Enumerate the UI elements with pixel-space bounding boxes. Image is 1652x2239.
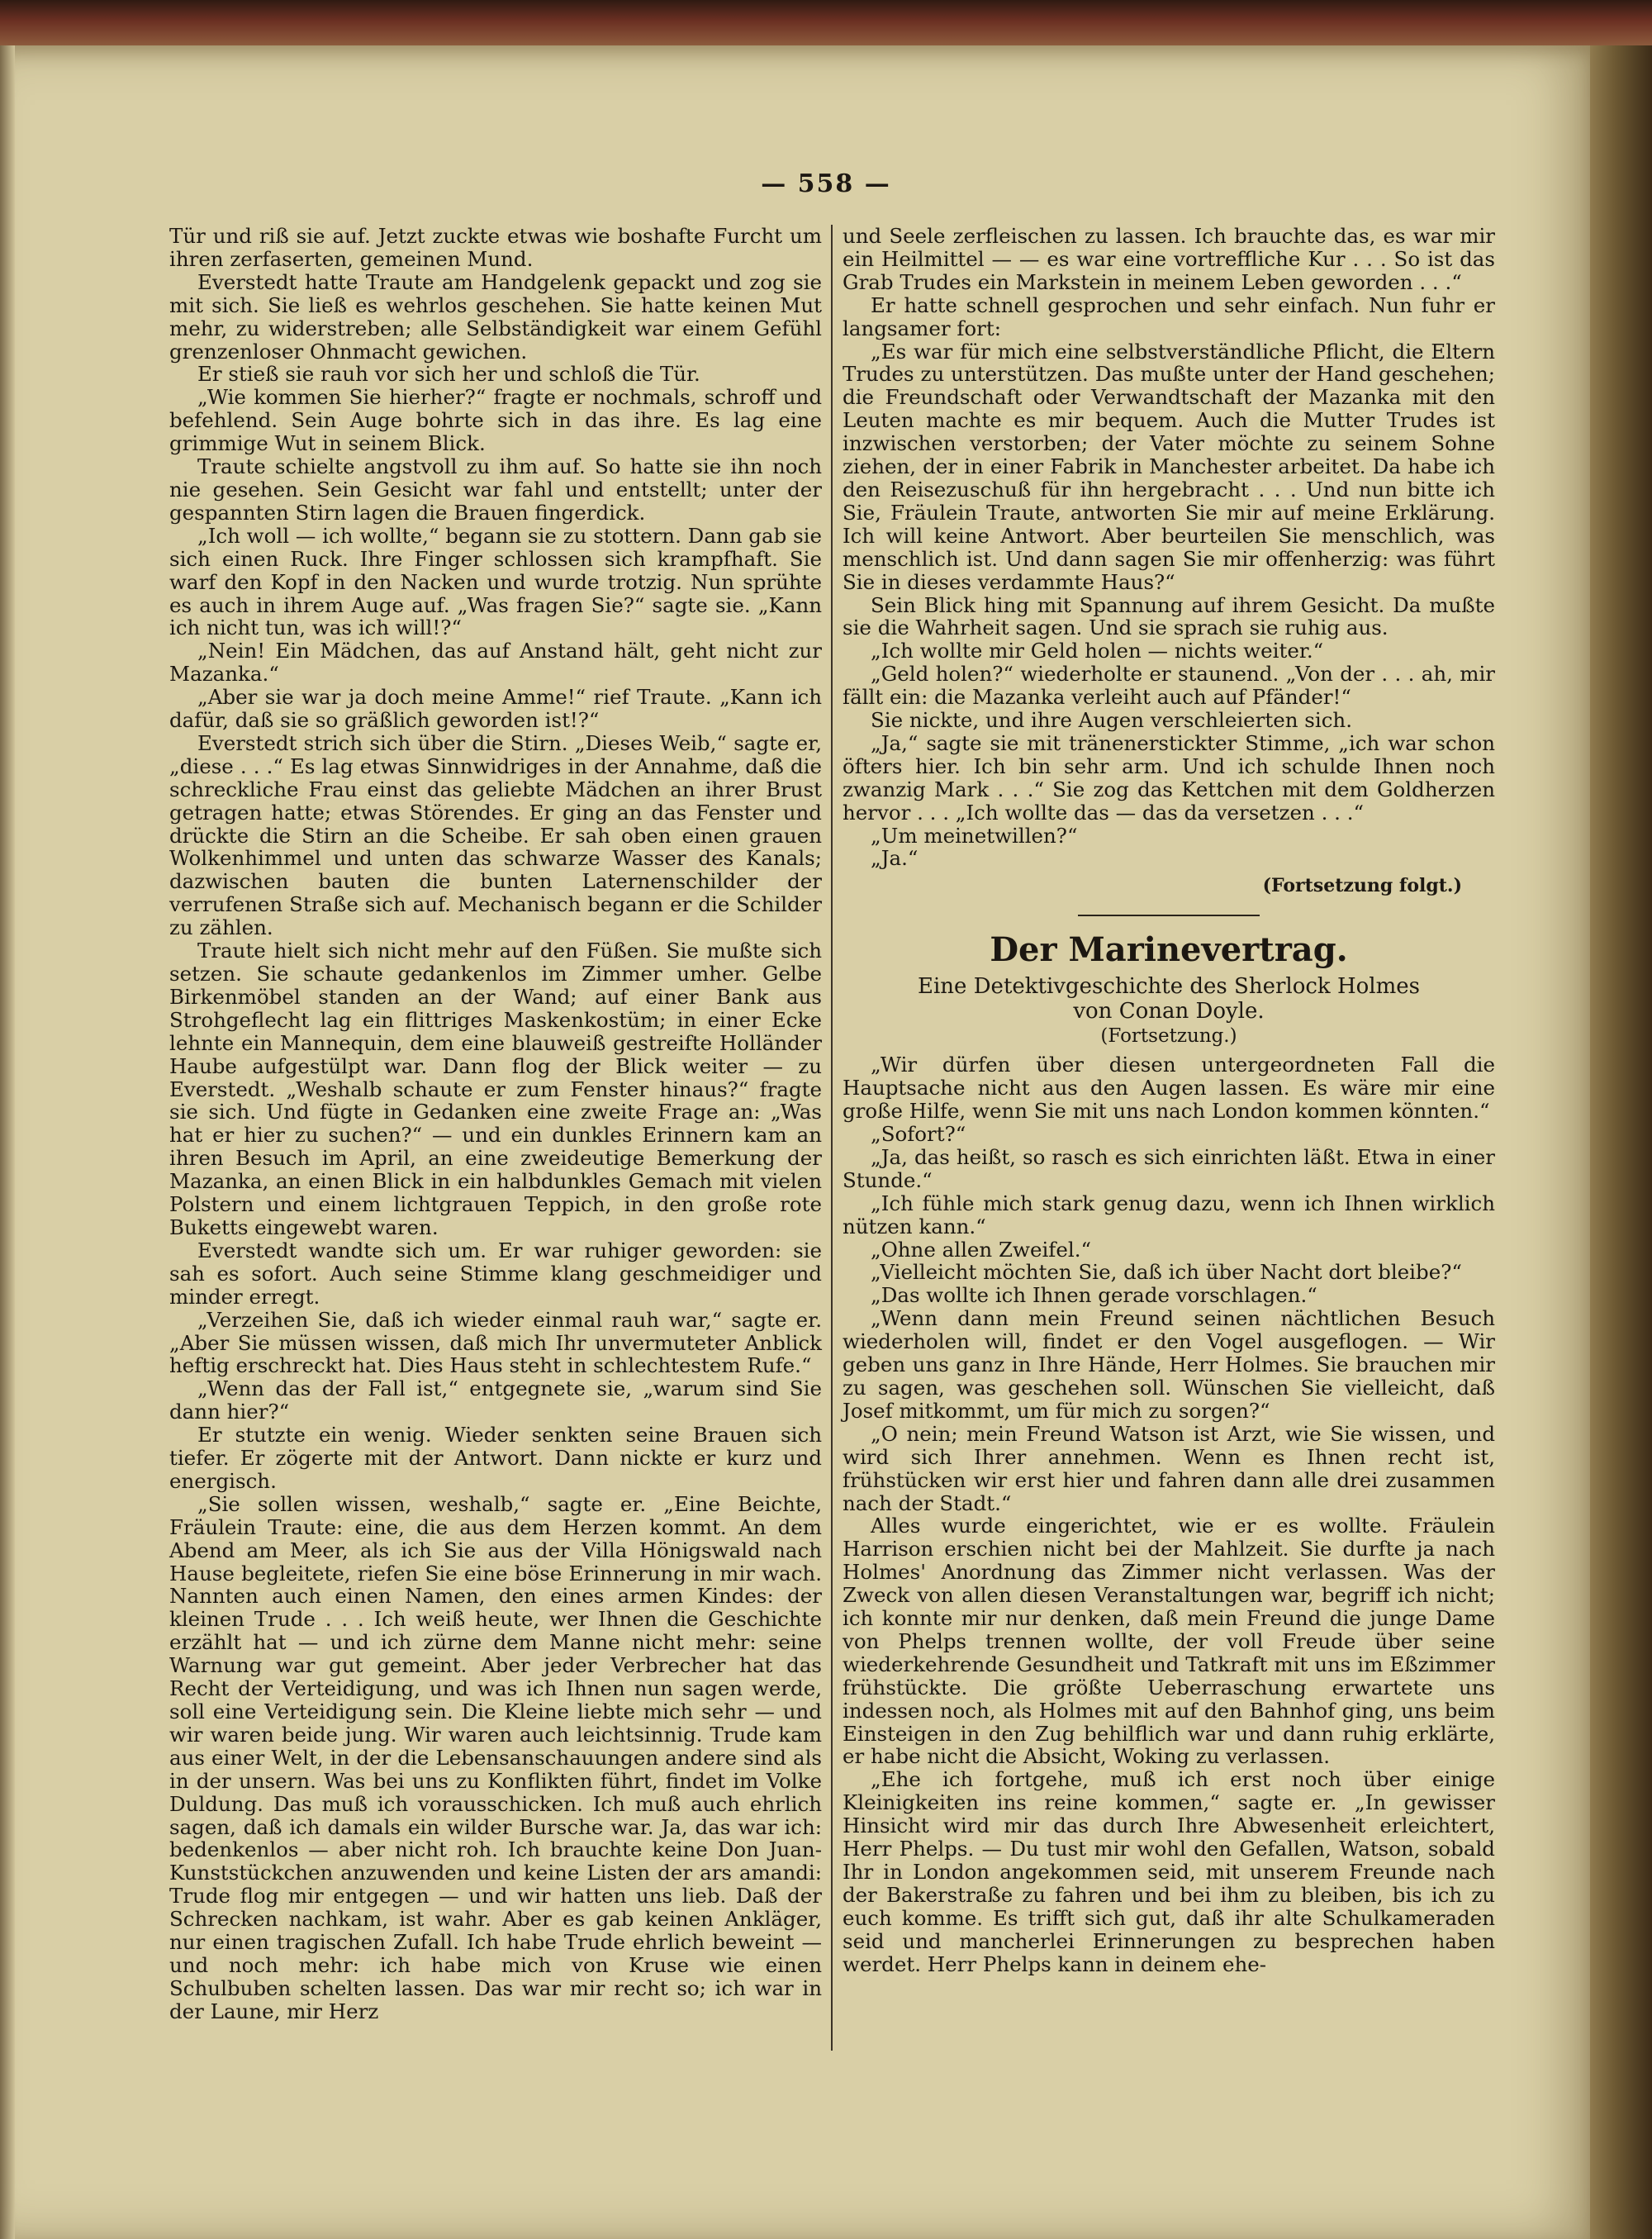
paragraph: Er stieß sie rauh vor sich her und schloß die Tür. [197, 362, 700, 387]
paragraph: „Wenn das der Fall ist,“ entgegnete sie, „warum sind Sie dann hier?“ [169, 1376, 822, 1424]
paragraph: „Vielleicht möchten Sie, daß ich über Nacht dort bleibe?“ [871, 1260, 1462, 1285]
column-divider [831, 225, 833, 2051]
paragraph: Sein Blick hing mit Spannung auf ihrem Gesicht. Da mußte sie die Wahrheit sagen. Und sie sprach sie ruhig aus. [843, 592, 1495, 640]
continuation-note: (Fortsetzung folgt.) [1262, 875, 1462, 897]
paragraph: „Sie sollen wissen, weshalb,“ sagte er. „Eine Beichte, Fräulein Traute: eine, die aus dem Herzen kommt. An dem Abend am Meer, als ich Sie aus der Villa Hönigswald nach Hause begleitete, riefen Sie eine böse Erinnerung in mir wach. Nannten auch einen Namen, den eines armen Kindes: der kleinen Trude . . . Ich weiß heute, wer Ihnen die Geschichte erzählt hat — und ich zürne dem Manne nicht mehr: seine Warnung war gut gemeint. Aber jeder Verbrecher hat das Recht der Verteidigung, und was ich Ihnen nun sagen werde, soll eine Verteidigung sein. Die Kleine liebte mich sehr — und wir waren beide jung. Wir waren auch leichtsinnig. Trude kam aus einer Welt, in der die Lebensanschauungen andere sind als in der unsern. Was bei uns zu Konflikten führt, findet im Volke Duldung. Das muß ich vorausschicken. Ich muß auch ehrlich sagen, daß ich damals ein wilder Bursche war. Ja, das war ich: bedenkenlos — aber nicht roh. Ich brauchte keine Don Juan-Kunststückchen anzuwenden und keine Listen der ars amandi: Trude flog mir entgegen — und wir hatten uns lieb. Daß der Schrecken nachkam, ist wahr. Aber es gab keinen Ankläger, nur einen tragischen Zufall. Ich habe Trude ehrlich beweint — und noch mehr: ich habe mich von Kruse wie einen Schulbuben schelten lassen. Das war mir recht so; ich war in der Laune, mir Herz [169, 1491, 822, 2023]
paragraph: Everstedt hatte Traute am Handgelenk gepackt und zog sie mit sich. Sie ließ es wehrlos geschehen. Sie hatte keinen Mut mehr, zu widerstreben; alle Selbständigkeit war einem Gefühl grenzenloser Ohnmacht gewichen. [169, 269, 822, 364]
story-author: von Conan Doyle. [1073, 999, 1265, 1024]
paragraph: „Nein! Ein Mädchen, das auf Anstand hält, geht nicht zur Mazanka.“ [169, 639, 822, 687]
left-column [169, 225, 822, 2023]
page-number: — 558 — [761, 169, 891, 198]
paragraph: „O nein; mein Freund Watson ist Arzt, wie Sie wissen, und wird sich Ihrer annehmen. Wenn es Ihnen recht ist, frühstücken wir erst hier und fahren dann alle drei zusammen nach der Stadt.“ [843, 1421, 1495, 1515]
paragraph: „Verzeihen Sie, daß ich wieder einmal rauh war,“ sagte er. „Aber Sie müssen wissen, daß mich Ihr unvermuteter Anblick heftig erschreckt hat. Dies Haus steht in schlechtestem Rufe.“ [169, 1307, 822, 1378]
paragraph: Sie nickte, und ihre Augen verschleierten sich. [871, 708, 1352, 733]
paragraph: Traute hielt sich nicht mehr auf den Füßen. Sie mußte sich setzen. Sie schaute gedankenlos im Zimmer umher. Gelbe Birkenmöbel standen an der Wand; auf einer Bank aus Strohgeflecht lag ein flittriges Maskenkostüm; in einer Ecke lehnte ein Mannequin, dem eine blauweiß gestreifte Holländer Haube aufgestülpt war. Dann flog der Blick weiter — zu Everstedt. „Weshalb schaute er zum Fenster hinaus?“ fragte sie sich. Und fügte in Gedanken eine zweite Frage an: „Was hat er hier zu suchen?“ — und ein dunkles Erinnern kam an ihren Besuch im April, an eine zweideutige Bemerkung der Mazanka, an einen Blick in ein halbdunkles Gemach mit vielen Polstern und einem lichtgrauen Teppich, in den große rote Buketts eingewebt waren. [169, 939, 822, 1239]
paragraph: Everstedt wandte sich um. Er war ruhiger geworden: sie sah es sofort. Auch seine Stimme klang geschmeidiger und minder erregt. [169, 1238, 822, 1309]
paragraph: „Ja,“ sagte sie mit tränenerstickter Stimme, „ich war schon öfters hier. Ich bin sehr arm. Und ich schulde Ihnen noch zwanzig Mark . . .“ Sie zog das Kettchen mit dem Goldherzen hervor . . . „Ich wollte das — das da versetzen . . .“ [843, 730, 1495, 825]
right-column [843, 225, 1495, 1976]
paragraph: „Ohne allen Zweifel.“ [871, 1237, 1092, 1262]
story-continuation: (Fortsetzung.) [1100, 1025, 1237, 1048]
paragraph: „Ehe ich fortgehe, muß ich erst noch über einige Kleinigkeiten ins reine kommen,“ sagte er. „In gewisser Hinsicht wird mir das durch Ihre Abwesenheit erleichtert, Herr Phelps. — Du tust mir wohl den Gefallen, Watson, sobald Ihr in London angekommen seid, mit unserem Freunde nach der Bakerstraße zu fahren und bei ihm zu bleiben, bis ich zu euch komme. Es trifft sich gut, daß ihr alte Schulkameraden seid und mancherlei Erinnerungen zu besprechen haben werdet. Herr Phelps kann in deinem ehe- [843, 1767, 1495, 1976]
story-subtitle: Eine Detektivgeschichte des Sherlock Holmes [918, 974, 1420, 1000]
section-separator [1078, 915, 1260, 916]
page-right-edge [1590, 45, 1652, 2239]
paragraph: „Wie kommen Sie hierher?“ fragte er nochmals, schroff und befehlend. Sein Auge bohrte sich in das ihre. Es lag eine grimmige Wut in seinem Blick. [169, 385, 822, 456]
paragraph: „Ich fühle mich stark genug dazu, wenn ich Ihnen wirklich nützen kann.“ [843, 1191, 1495, 1238]
paragraph: Er hatte schnell gesprochen und sehr einfach. Nun fuhr er langsamer fort: [843, 292, 1495, 340]
paragraph: „Ja, das heißt, so rasch es sich einrichten läßt. Etwa in einer Stunde.“ [843, 1144, 1495, 1192]
paragraph: „Es war für mich eine selbstverständliche Pflicht, die Eltern Trudes zu unterstützen. Das mußte unter der Hand geschehen; die Freundschaft oder Verwandtschaft der Mazanka mit den Leuten machte es mir bequem. Auch die Mutter Trudes ist inzwischen verstorben; der Vater möchte zu seinem Sohne ziehen, der in einer Fabrik in Manchester arbeitet. Da habe ich den Reisezuschuß für ihn hergebracht . . . Und nun bitte ich Sie, Fräulein Traute, antworten Sie mir auf meine Erklärung. Ich will keine Antwort. Aber beurteilen Sie menschlich, was menschlich ist. Und dann sagen Sie mir offenherzig: was führt Sie in dieses verdammte Haus?“ [843, 339, 1495, 594]
paragraph: „Sofort?“ [871, 1122, 966, 1146]
paragraph: „Ich woll — ich wollte,“ begann sie zu stottern. Dann gab sie sich einen Ruck. Ihre Finger schlossen sich krampfhaft. Sie warf den Kopf in den Nacken und wurde trotzig. Nun sprühte es auch in ihrem Auge auf. „Was fragen Sie?“ sagte sie. „Kann ich nicht tun, was ich will!?“ [169, 523, 822, 640]
paragraph: „Um meinetwillen?“ [871, 823, 1078, 848]
paragraph: „Wir dürfen über diesen untergeordneten Fall die Hauptsache nicht aus den Augen lassen. Es wäre mir eine große Hilfe, wenn Sie mit uns nach London kommen könnten.“ [843, 1053, 1495, 1124]
book-top-edge [0, 0, 1652, 45]
paragraph: Tür und riß sie auf. Jetzt zuckte etwas wie boshafte Furcht um ihren zerfaserten, gemeinen Mund. [169, 224, 822, 271]
paragraph: „Wenn dann mein Freund seinen nächtlichen Besuch wiederholen will, findet er den Vogel ausgeflogen. — Wir geben uns ganz in Ihre Hände, Herr Holmes. Sie brauchen mir zu sagen, was geschehen soll. Wünschen Sie vielleicht, daß Josef mitkommt, um für mich zu sorgen?“ [843, 1306, 1495, 1423]
paragraph: Traute schielte angstvoll zu ihm auf. So hatte sie ihn noch nie gesehen. Sein Gesicht war fahl und entstellt; unter der gespannten Stirn lagen die Brauen fingerdick. [169, 454, 822, 525]
page-gutter [0, 45, 15, 2239]
paragraph: und Seele zerfleischen zu lassen. Ich brauchte das, es war mir ein Heilmittel — — es war eine vortreffliche Kur . . . So ist das Grab Trudes ein Markstein in meinem Leben geworden . . .“ [843, 224, 1495, 294]
paragraph: Everstedt strich sich über die Stirn. „Dieses Weib,“ sagte er, „diese . . .“ Es lag etwas Sinnwidriges in der Annahme, daß die schreckliche Frau einst das geliebte Mädchen an ihrer Brust getragen hatte; etwas Störendes. Er ging an das Fenster und drückte die Stirn an die Scheibe. Er sah oben einen grauen Wolkenhimmel und unten das schwarze Wasser des Kanals; dazwischen bauten die bunten Laternenschilder der verrufenen Straße sich auf. Mechanisch begann er die Schilder zu zählen. [169, 730, 822, 940]
paragraph: „Geld holen?“ wiederholte er staunend. „Von der . . . ah, mir fällt ein: die Mazanka verleiht auch auf Pfänder!“ [843, 662, 1495, 710]
paragraph: „Ich wollte mir Geld holen — nichts weiter.“ [871, 639, 1324, 663]
paragraph: „Das wollte ich Ihnen gerade vorschlagen.“ [871, 1283, 1317, 1308]
paragraph: „Aber sie war ja doch meine Amme!“ rief Traute. „Kann ich dafür, daß sie so gräßlich geworden ist!?“ [169, 685, 822, 733]
paragraph: Alles wurde eingerichtet, wie er es wollte. Fräulein Harrison erschien nicht bei der Mahlzeit. Sie durfte ja nach Holmes' Anordnung das Zimmer nicht verlassen. Was der Zweck von allen diesen Veranstaltungen war, begriff ich nicht; ich konnte mir nur denken, daß mein Freund die junge Dame von Phelps trennen wollte, der voll Freude über seine wiederkehrende Gesundheit und Tatkraft mit uns im Eßzimmer frühstückte. Die größte Ueberraschung erwartete uns indessen noch, als Holmes mit auf den Bahnhof ging, uns beim Einsteigen in den Zug behilflich war und dann ruhig erklärte, er habe nicht die Absicht, Woking zu verlassen. [843, 1514, 1495, 1769]
paragraph: „Ja.“ [871, 846, 919, 871]
story-title: Der Marinevertrag. [990, 930, 1348, 970]
paragraph: Er stutzte ein wenig. Wieder senkten seine Brauen sich tiefer. Er zögerte mit der Antwort. Dann nickte er kurz und energisch. [169, 1423, 822, 1493]
